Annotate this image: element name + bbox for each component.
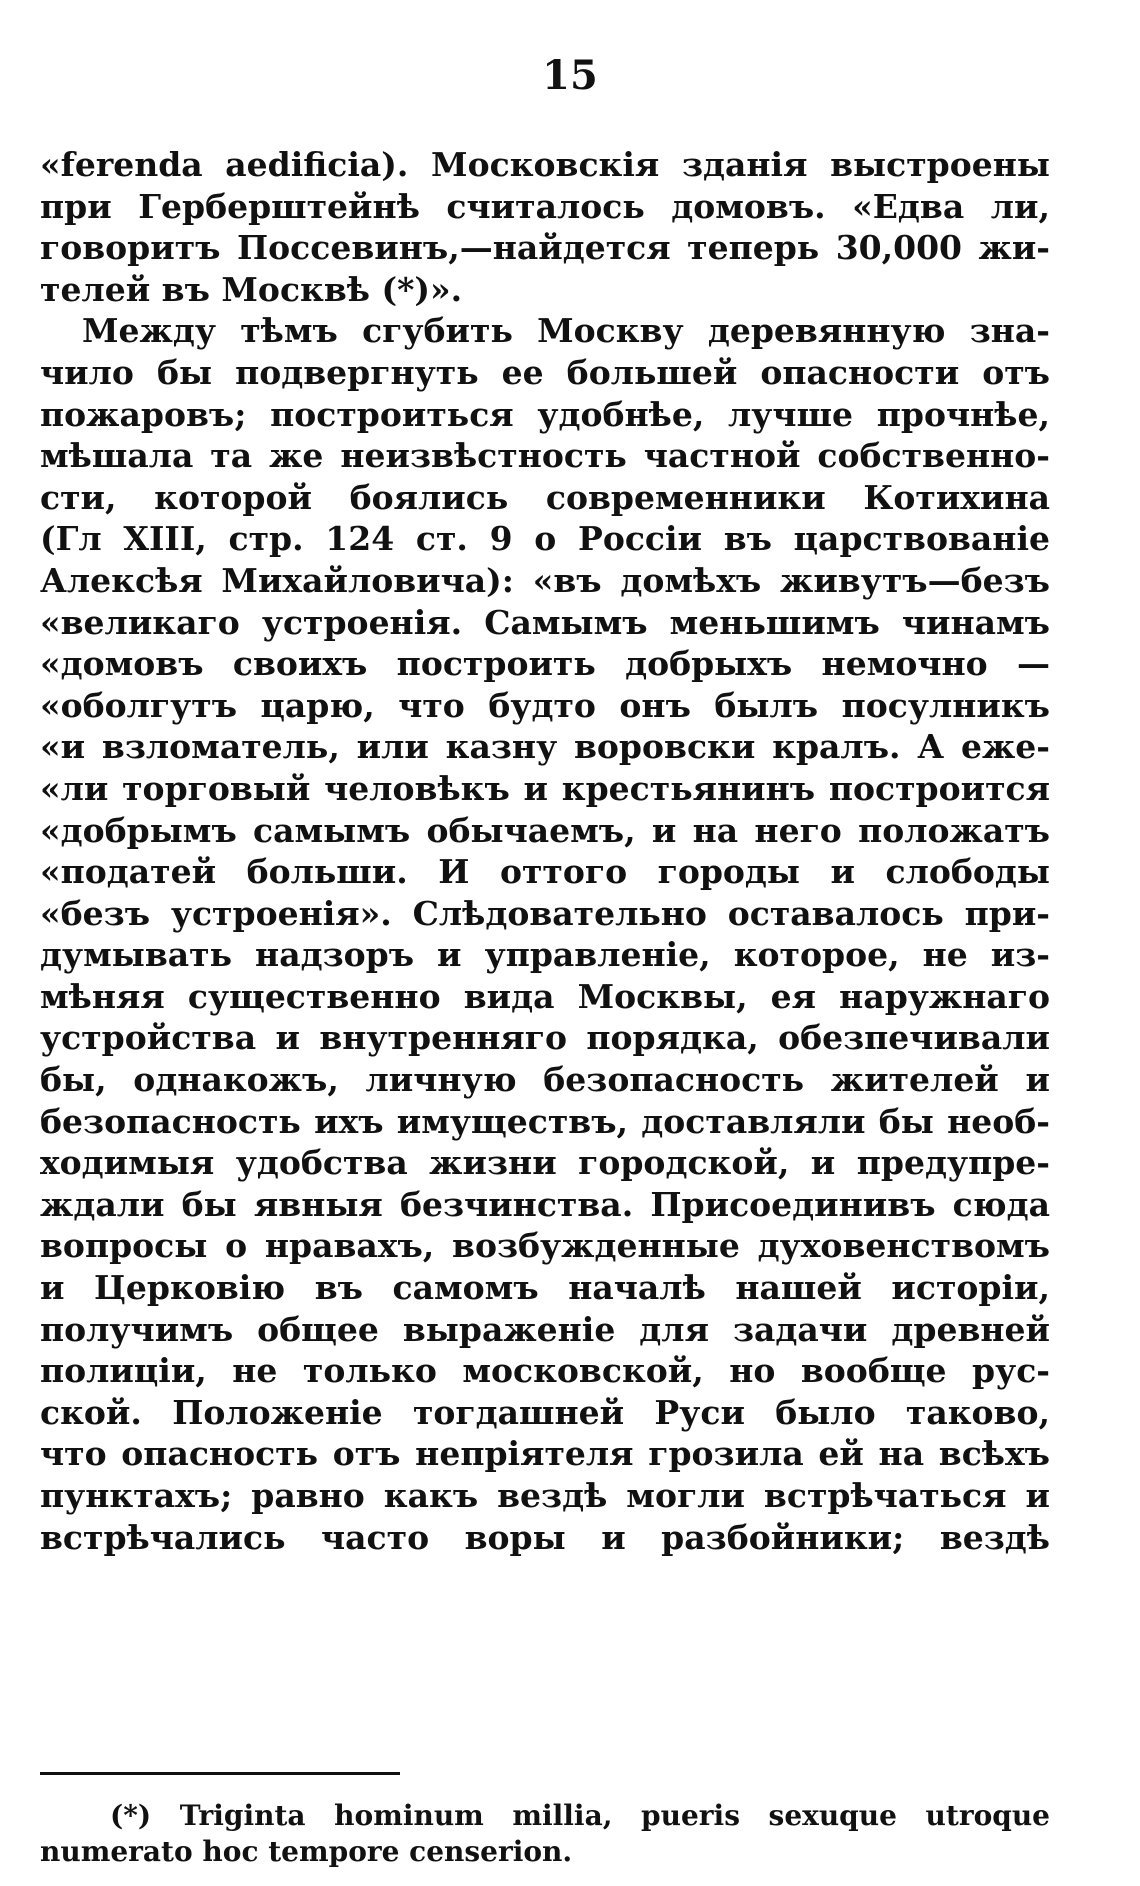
text-line: «домовъ своихъ построить добрыхъ немочно —	[40, 644, 1050, 684]
text-line: и Церковію въ самомъ началѣ нашей исторіи,	[40, 1268, 1050, 1308]
footnote-line: (*) Triginta hominum millia, pueris sexuque utroque	[110, 1799, 1050, 1832]
text-line: «безъ устроенія». Слѣдовательно оставалось при-	[40, 893, 1050, 933]
footnote	[40, 1798, 1050, 1870]
text-line: ждали бы явныя безчинства. Присоединивъ сюда	[40, 1184, 1050, 1224]
text-line: пожаровъ; построиться удобнѣе, лучше прочнѣе,	[40, 394, 1050, 434]
text-line: пунктахъ; равно какъ вездѣ могли встрѣчаться и	[40, 1476, 1050, 1515]
text-line: что опасность отъ непріятеля грозила ей на всѣхъ	[40, 1434, 1050, 1474]
text-line: встрѣчались часто воры и разбойники; вездѣ	[40, 1517, 1050, 1557]
text-line: при Герберштейнѣ считалось домовъ. «Едва ли,	[40, 186, 1050, 226]
text-line: бы, однакожъ, личную безопасность жителей и	[40, 1060, 1050, 1100]
text-line: ходимыя удобства жизни городской, и предупре-	[40, 1143, 1050, 1183]
footnote-divider	[40, 1772, 400, 1775]
text-line: получимъ общее выраженіе для задачи древней	[40, 1309, 1050, 1349]
text-line: мѣшала та же неизвѣстность частной собственно-	[40, 436, 1050, 476]
text-line: думывать надзоръ и управленіе, которое, не из-	[40, 935, 1050, 975]
text-line: говоритъ Поссевинъ,—найдется теперь 30,000 жи-	[40, 228, 1050, 268]
text-line: «ferenda aedificia). Московскія зданія выстроены	[40, 145, 1050, 184]
text-line: «и взломатель, или казну воровски кралъ. А еже-	[40, 727, 1050, 767]
text-line: сти, которой боялись современники Котихина	[40, 477, 1050, 517]
text-line: Между тѣмъ сгубить Москву деревянную зна-	[82, 311, 1050, 351]
text-line: мѣняя существенно вида Москвы, ея наружнаго	[40, 976, 1050, 1016]
text-line: «великаго устроенія. Самымъ меньшимъ чинамъ	[40, 602, 1050, 642]
text-line: чило бы подвергнуть ее большей опасности отъ	[40, 352, 1050, 392]
text-line: ской. Положеніе тогдашней Руси было таково,	[40, 1392, 1050, 1432]
text-line: «ли торговый человѣкъ и крестьянинъ построится	[40, 768, 1050, 808]
text-line: Алексѣя Михайловича): «въ домѣхъ живутъ—безъ	[40, 560, 1050, 600]
text-line: телей въ Москвѣ (*)».	[40, 269, 463, 309]
text-line: вопросы о нравахъ, возбужденные духовенствомъ	[40, 1226, 1050, 1266]
text-line: безопасность ихъ имуществъ, доставляли бы необ-	[40, 1101, 1050, 1141]
text-line: полиціи, не только московской, но вообще рус-	[40, 1351, 1050, 1391]
text-line: «податей больши. И оттого городы и слободы	[40, 852, 1050, 892]
page-number: 15	[542, 52, 598, 99]
main-text	[40, 144, 1050, 1558]
text-line: «оболгутъ царю, что будто онъ былъ посулникъ	[40, 685, 1050, 725]
footnote-line: numerato hoc tempore censerion.	[40, 1835, 573, 1868]
text-line: устройства и внутренняго порядка, обезпечивали	[40, 1018, 1050, 1058]
text-line: (Гл XIII, стр. 124 ст. 9 о Россіи въ царствованіе	[40, 519, 1050, 559]
text-line: «добрымъ самымъ обычаемъ, и на него положатъ	[40, 810, 1050, 850]
